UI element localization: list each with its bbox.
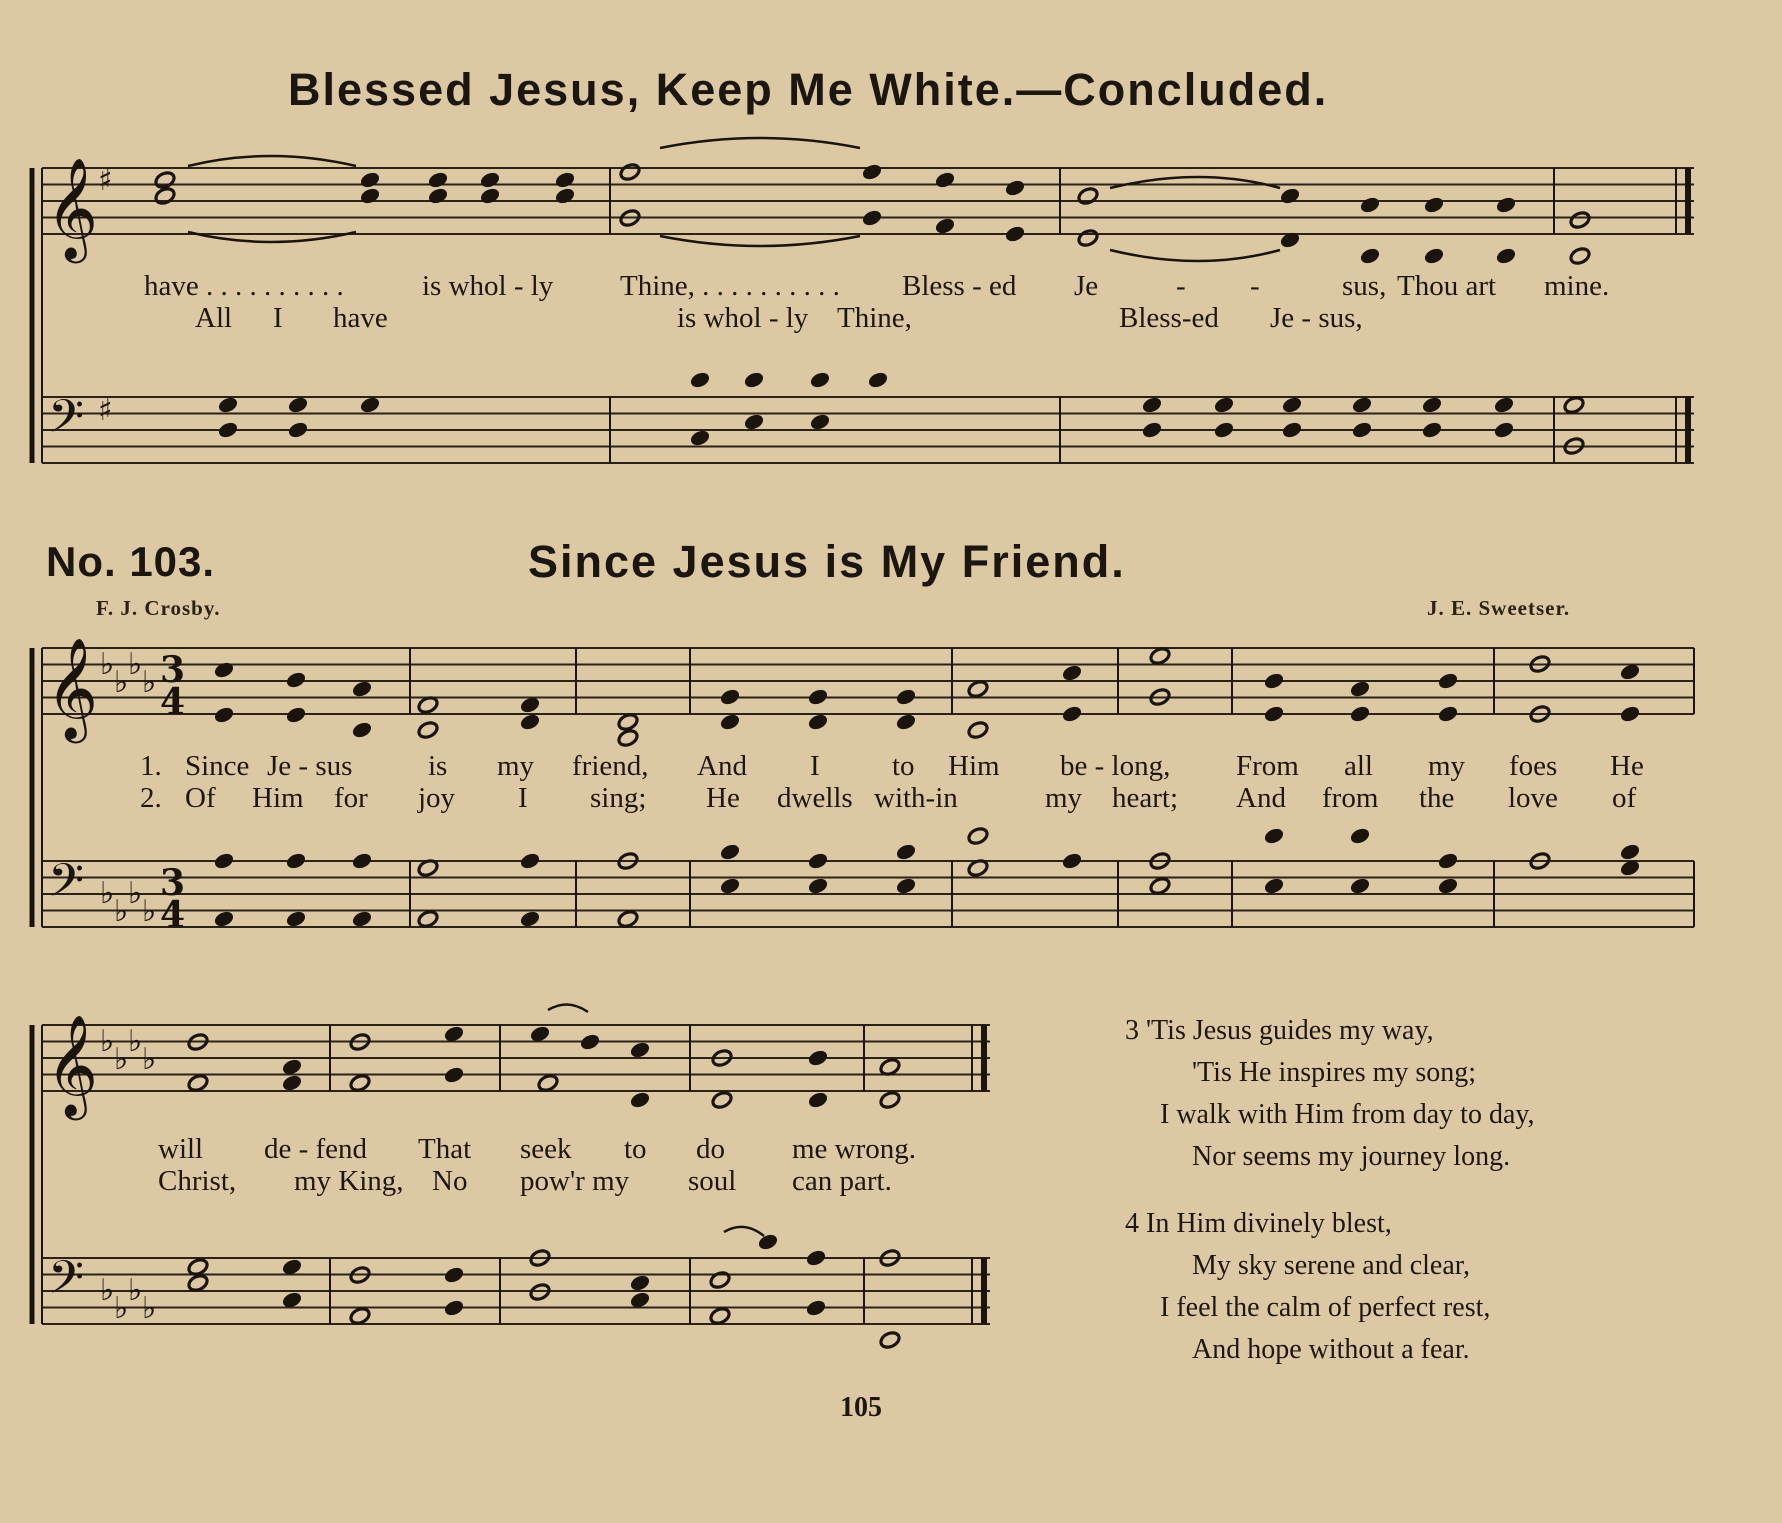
quarter-note-head (867, 370, 890, 390)
quarter-note-head (809, 412, 832, 432)
quarter-note-head (443, 1298, 466, 1318)
quarter-note-head (1213, 395, 1236, 415)
quarter-note-head (1619, 704, 1642, 724)
quarter-note-head (1061, 663, 1084, 683)
half-note-head (1149, 876, 1172, 896)
half-note-head (1077, 228, 1100, 248)
quarter-note-head (213, 851, 236, 871)
quarter-note-head (1263, 671, 1286, 691)
lyric-syllable: mine. (1544, 270, 1610, 302)
lyric-syllable: have (333, 302, 388, 334)
quarter-note-head (1263, 704, 1286, 724)
quarter-note-head (1281, 420, 1304, 440)
flat-icon: ♭ (114, 1291, 129, 1326)
lyric-syllable: I (518, 782, 528, 814)
quarter-note-head (895, 842, 918, 862)
flat-icon: ♭ (100, 1024, 115, 1059)
quarter-note-head (1619, 842, 1642, 862)
time-signature-bottom: 4 (160, 894, 186, 936)
quarter-note-head (1493, 420, 1516, 440)
verse-number: 1. (140, 750, 162, 782)
hymn-103-title: Since Jesus is My Friend. (528, 536, 1126, 587)
quarter-note-head (1263, 876, 1286, 896)
lyricist-credit: F. J. Crosby. (96, 596, 221, 620)
quarter-note-head (1437, 671, 1460, 691)
stanza-4-line-3: I feel the calm of perfect rest, (1160, 1292, 1491, 1323)
half-note-head (967, 679, 990, 699)
quarter-note-head (807, 1048, 830, 1068)
time-signature-top: 3 (160, 649, 186, 691)
lyric-syllable: Him (948, 750, 1000, 782)
quarter-note-head (213, 705, 236, 725)
quarter-note-head (443, 1265, 466, 1285)
flat-icon: ♭ (114, 1042, 129, 1077)
quarter-note-head (285, 851, 308, 871)
quarter-note-head (427, 186, 450, 206)
quarter-note-head (807, 851, 830, 871)
lyric-syllable: my (1045, 782, 1083, 814)
quarter-note-head (1437, 876, 1460, 896)
quarter-note-head (217, 395, 240, 415)
half-note-head (154, 186, 177, 206)
lyric-syllable: - (1250, 270, 1260, 302)
lyric-syllable: de - fend (264, 1133, 368, 1165)
quarter-note-head (719, 712, 742, 732)
half-note-head (619, 162, 642, 182)
quarter-note-head (807, 1090, 830, 1110)
half-note-head (1149, 646, 1172, 666)
quarter-note-head (895, 712, 918, 732)
tie-slur (548, 1004, 588, 1012)
lyric-syllable: From (1236, 750, 1299, 782)
quarter-note-head (1351, 420, 1374, 440)
stanza-4-line-4: And hope without a fear. (1192, 1334, 1470, 1365)
lyric-syllable: dwells (777, 782, 853, 814)
lyric-syllable: is whol - ly (422, 270, 554, 302)
flat-icon: ♭ (142, 665, 157, 700)
lyric-syllable: Him (252, 782, 304, 814)
half-note-head (879, 1090, 902, 1110)
quarter-note-head (895, 876, 918, 896)
lyric-syllable: seek (520, 1133, 572, 1165)
quarter-note-head (807, 687, 830, 707)
lyric-syllable: Thine, . . . . . . . . . . (620, 270, 840, 302)
tie-slur (660, 236, 860, 246)
tie-slur (1110, 177, 1280, 188)
quarter-note-head (519, 909, 542, 929)
quarter-note-head (1213, 420, 1236, 440)
quarter-note-head (934, 170, 957, 190)
quarter-note-head (287, 395, 310, 415)
lyric-syllable: can part. (792, 1165, 892, 1197)
lyric-syllable: Je - sus (267, 750, 353, 782)
flat-icon: ♭ (114, 665, 129, 700)
half-note-head (154, 170, 177, 190)
lyric-syllable: be - long, (1060, 750, 1171, 782)
tie-slur (1110, 250, 1280, 261)
quarter-note-head (805, 1248, 828, 1268)
quarter-note-head (554, 186, 577, 206)
quarter-note-head (359, 186, 382, 206)
tie-slur (188, 156, 356, 166)
lyric-syllable: soul (688, 1165, 737, 1197)
quarter-note-head (861, 208, 884, 228)
quarter-note-head (757, 1232, 780, 1252)
tie-slur (660, 138, 860, 148)
quarter-note-head (479, 186, 502, 206)
treble-clef-icon: 𝄞 (46, 156, 99, 259)
half-note-head (1077, 186, 1100, 206)
quarter-note-head (1493, 395, 1516, 415)
lyric-syllable: friend, (572, 750, 649, 782)
lyric-syllable: heart; (1112, 782, 1179, 814)
lyric-syllable: That (418, 1133, 472, 1165)
lyric-syllable: No (432, 1165, 468, 1197)
lyric-syllable: Je (1074, 270, 1099, 302)
bass-clef-icon: 𝄢 (48, 390, 85, 455)
quarter-note-head (579, 1032, 602, 1052)
half-note-head (709, 1306, 732, 1326)
quarter-note-head (719, 842, 742, 862)
lyric-syllable: I (810, 750, 820, 782)
stanza-3-line-3: I walk with Him from day to day, (1160, 1099, 1535, 1130)
quarter-note-head (213, 660, 236, 680)
flat-icon: ♭ (114, 894, 129, 929)
quarter-note-head (934, 216, 957, 236)
lyric-syllable: is whol - ly (677, 302, 809, 334)
quarter-note-head (519, 712, 542, 732)
quarter-note-head (809, 370, 832, 390)
half-note-head (1569, 210, 1592, 230)
quarter-note-head (281, 1073, 304, 1093)
half-note-head (417, 720, 440, 740)
lyric-syllable: All (195, 302, 233, 334)
half-note-head (617, 909, 640, 929)
quarter-note-head (1004, 178, 1027, 198)
half-note-head (187, 1273, 210, 1293)
lyric-syllable: Bless-ed (1119, 302, 1219, 334)
quarter-note-head (629, 1090, 652, 1110)
bass-clef-icon: 𝄢 (48, 1251, 85, 1316)
quarter-note-head (213, 909, 236, 929)
lyric-syllable: Thine, (837, 302, 912, 334)
quarter-note-head (807, 876, 830, 896)
quarter-note-head (285, 670, 308, 690)
lyric-syllable: Of (185, 782, 216, 814)
quarter-note-head (554, 170, 577, 190)
quarter-note-head (629, 1040, 652, 1060)
quarter-note-head (1141, 420, 1164, 440)
stanza-3-line-1: 3 'Tis Jesus guides my way, (1125, 1015, 1434, 1046)
quarter-note-head (1004, 224, 1027, 244)
quarter-note-head (479, 170, 502, 190)
stanza-4-line-2: My sky serene and clear, (1192, 1250, 1470, 1281)
half-note-head (709, 1270, 732, 1290)
quarter-note-head (351, 679, 374, 699)
quarter-note-head (689, 370, 712, 390)
bass-clef-icon: 𝄢 (48, 854, 85, 919)
lyric-syllable: is (428, 750, 448, 782)
lyric-syllable: to (624, 1133, 647, 1165)
treble-clef-icon: 𝄞 (46, 1013, 99, 1116)
flat-icon: ♭ (100, 876, 115, 911)
quarter-note-head (743, 412, 766, 432)
stanza-3-line-4: Nor seems my journey long. (1192, 1141, 1511, 1172)
lyric-syllable: joy (418, 782, 456, 814)
lyric-syllable: pow'r my (520, 1165, 630, 1197)
half-note-head (417, 909, 440, 929)
half-note-head (1563, 395, 1586, 415)
flat-icon: ♭ (142, 1042, 157, 1077)
quarter-note-head (351, 720, 374, 740)
lyric-syllable: me wrong. (792, 1133, 917, 1165)
lyric-syllable: have . . . . . . . . . . (144, 270, 344, 302)
flat-icon: ♭ (142, 1291, 157, 1326)
quarter-note-head (805, 1298, 828, 1318)
lyric-syllable: my (497, 750, 535, 782)
half-note-head (349, 1073, 372, 1093)
quarter-note-head (1437, 704, 1460, 724)
quarter-note-head (519, 851, 542, 871)
quarter-note-head (1349, 876, 1372, 896)
half-note-head (879, 1330, 902, 1350)
quarter-note-head (1349, 826, 1372, 846)
stanza-4-line-1: 4 In Him divinely blest, (1125, 1208, 1392, 1239)
quarter-note-head (427, 170, 450, 190)
stanza-3-line-2: 'Tis He inspires my song; (1192, 1057, 1477, 1088)
flat-icon: ♭ (128, 1273, 143, 1308)
quarter-note-head (719, 687, 742, 707)
lyric-syllable: He (706, 782, 740, 814)
lyric-syllable: with-in (874, 782, 958, 814)
quarter-note-head (351, 851, 374, 871)
half-note-head (617, 728, 640, 748)
half-note-head (967, 826, 990, 846)
quarter-note-head (1349, 704, 1372, 724)
lyric-syllable: love (1508, 782, 1558, 814)
quarter-note-head (1349, 679, 1372, 699)
quarter-note-head (1061, 851, 1084, 871)
quarter-note-head (285, 705, 308, 725)
half-note-head (1569, 246, 1592, 266)
quarter-note-head (1421, 395, 1444, 415)
hymn-number: No. 103. (46, 538, 216, 585)
quarter-note-head (1141, 395, 1164, 415)
lyric-syllable: all (1344, 750, 1373, 782)
flat-icon: ♭ (128, 647, 143, 682)
lyric-syllable: I (273, 302, 283, 334)
lyric-syllable: my King, (294, 1165, 404, 1197)
flat-icon: ♭ (128, 1024, 143, 1059)
lyric-syllable: sing; (590, 782, 647, 814)
quarter-note-head (1423, 246, 1446, 266)
quarter-note-head (287, 420, 310, 440)
half-note-head (967, 720, 990, 740)
quarter-note-head (443, 1065, 466, 1085)
tie-slur (724, 1227, 764, 1236)
lyric-syllable: Since (185, 750, 250, 782)
lyric-syllable: will (158, 1133, 204, 1165)
lyric-syllable: He (1610, 750, 1644, 782)
flat-icon: ♭ (142, 894, 157, 929)
quarter-note-head (1351, 395, 1374, 415)
quarter-note-head (807, 712, 830, 732)
quarter-note-head (217, 420, 240, 440)
time-signature-top: 3 (160, 862, 186, 904)
quarter-note-head (351, 909, 374, 929)
hymn-102-title: Blessed Jesus, Keep Me White.—Concluded. (288, 64, 1329, 115)
quarter-note-head (743, 370, 766, 390)
quarter-note-head (1495, 246, 1518, 266)
lyric-syllable: do (696, 1133, 725, 1165)
quarter-note-head (1263, 826, 1286, 846)
lyric-syllable: Je - sus, (1270, 302, 1363, 334)
lyric-syllable: sus, (1342, 270, 1387, 302)
lyric-syllable: foes (1509, 750, 1558, 782)
half-note-head (617, 712, 640, 732)
quarter-note-head (285, 909, 308, 929)
lyric-syllable: - (1176, 270, 1186, 302)
flat-icon: ♭ (100, 1273, 115, 1308)
sharp-icon: ♯ (98, 393, 113, 428)
half-note-head (537, 1073, 560, 1093)
half-note-head (711, 1090, 734, 1110)
quarter-note-head (629, 1273, 652, 1293)
lyric-syllable: And (1236, 782, 1286, 814)
quarter-note-head (1281, 395, 1304, 415)
quarter-note-head (689, 428, 712, 448)
lyric-syllable: Bless - ed (902, 270, 1017, 302)
lyric-syllable: Christ, (158, 1165, 237, 1197)
lyric-syllable: the (1419, 782, 1455, 814)
quarter-note-head (861, 162, 884, 182)
quarter-note-head (1495, 195, 1518, 215)
lyric-syllable: of (1612, 782, 1637, 814)
composer-credit: J. E. Sweetser. (1427, 596, 1571, 620)
sharp-icon: ♯ (98, 163, 113, 198)
treble-clef-icon: 𝄞 (46, 636, 99, 739)
flat-icon: ♭ (128, 876, 143, 911)
quarter-note-head (359, 395, 382, 415)
lyric-syllable: from (1322, 782, 1379, 814)
quarter-note-head (1359, 195, 1382, 215)
quarter-note-head (719, 876, 742, 896)
half-note-head (187, 1073, 210, 1093)
lyric-syllable: my (1428, 750, 1466, 782)
quarter-note-head (1421, 420, 1444, 440)
quarter-note-head (895, 687, 918, 707)
quarter-note-head (1359, 246, 1382, 266)
lyric-syllable: to (892, 750, 915, 782)
flat-icon: ♭ (100, 647, 115, 682)
lyric-syllable: Thou art (1397, 270, 1497, 302)
lyric-syllable: for (334, 782, 368, 814)
time-signature-bottom: 4 (160, 681, 186, 723)
half-note-head (349, 1306, 372, 1326)
verse-number: 2. (140, 782, 162, 814)
quarter-note-head (1279, 186, 1302, 206)
quarter-note-head (359, 170, 382, 190)
lyric-syllable: And (697, 750, 747, 782)
quarter-note-head (1437, 851, 1460, 871)
quarter-note-head (1061, 704, 1084, 724)
page-number: 105 (840, 1392, 882, 1423)
quarter-note-head (1423, 195, 1446, 215)
